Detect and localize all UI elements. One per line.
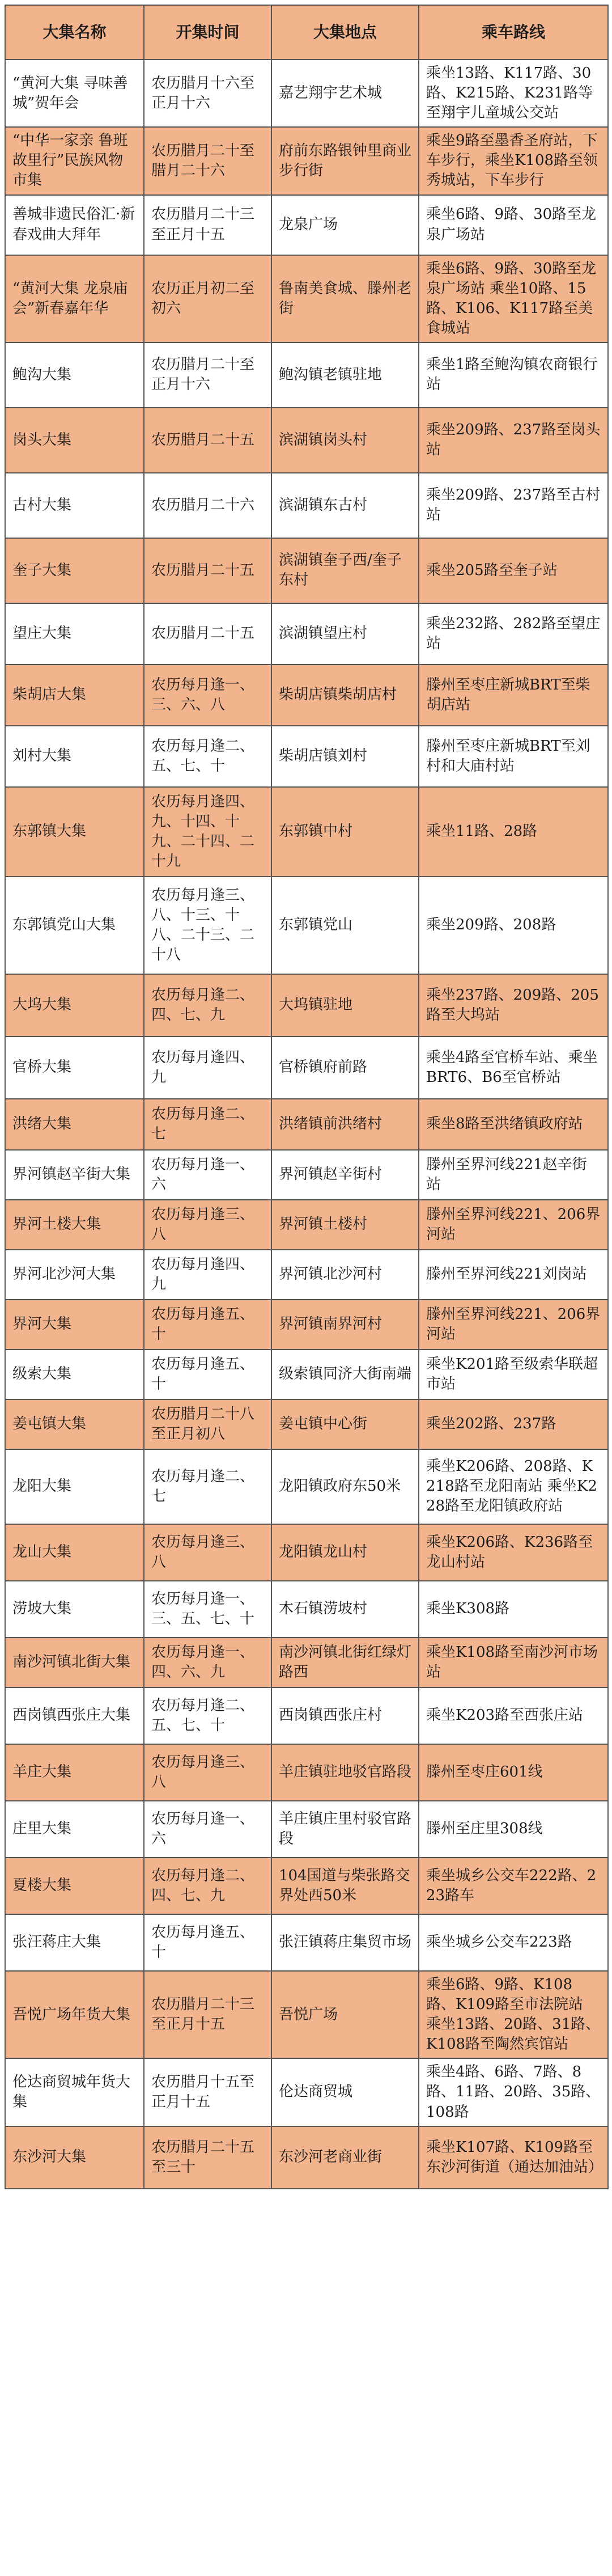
cell-market-location: 西岗镇西张庄村	[271, 1687, 419, 1744]
table-row	[5, 127, 608, 194]
cell-market-name: 岗头大集	[5, 408, 144, 473]
cell-bus-route: 滕州至界河线221、206界河站	[419, 1300, 608, 1350]
cell-open-time: 农历每月逢二、四、七、九	[144, 1858, 271, 1914]
cell-open-time: 农历每月逢二、七	[144, 1449, 271, 1524]
cell-open-time: 农历每月逢四、九	[144, 1037, 271, 1099]
table-row	[5, 60, 608, 127]
table-row	[5, 1971, 608, 2058]
header-market-name: 大集名称	[5, 5, 144, 60]
table-header-row	[5, 5, 608, 60]
cell-open-time: 农历腊月二十三至正月十五	[144, 195, 271, 255]
header-market-location: 大集地点	[271, 5, 419, 60]
cell-market-location: 张汪镇蒋庄集贸市场	[271, 1914, 419, 1971]
cell-open-time: 农历腊月二十三至正月十五	[144, 1971, 271, 2058]
cell-bus-route: 乘坐232路、282路至望庄站	[419, 603, 608, 665]
cell-open-time: 农历腊月二十五	[144, 538, 271, 603]
table-row	[5, 726, 608, 787]
cell-bus-route: 滕州至界河线221、206界河站	[419, 1200, 608, 1250]
table-row	[5, 473, 608, 538]
cell-open-time: 农历每月逢三、八	[144, 1200, 271, 1250]
cell-market-location: 滨湖镇奎子西/奎子东村	[271, 538, 419, 603]
cell-market-name: 界河镇赵辛街大集	[5, 1150, 144, 1200]
cell-open-time: 农历腊月二十至正月十六	[144, 342, 271, 408]
cell-market-location: 鲁南美食城、滕州老街	[271, 255, 419, 342]
cell-market-location: 嘉艺翔宇艺术城	[271, 60, 419, 127]
cell-bus-route: 乘坐1路至鲍沟镇农商银行站	[419, 342, 608, 408]
table-row	[5, 1581, 608, 1638]
cell-market-name: 奎子大集	[5, 538, 144, 603]
cell-open-time: 农历每月逢一、六	[144, 1150, 271, 1200]
cell-market-name: 界河土楼大集	[5, 1200, 144, 1250]
cell-bus-route: 乘坐K308路	[419, 1581, 608, 1638]
table-row	[5, 538, 608, 603]
cell-market-location: 界河镇南界河村	[271, 1300, 419, 1350]
table-row	[5, 1687, 608, 1744]
cell-bus-route: 滕州至枣庄601线	[419, 1744, 608, 1801]
cell-market-name: “中华一家亲 鲁班故里行”民族风物市集	[5, 127, 144, 194]
cell-open-time: 农历腊月二十五至三十	[144, 2126, 271, 2189]
cell-open-time: 农历每月逢四、九、十四、十九、二十四、二十九	[144, 787, 271, 877]
cell-market-name: 界河北沙河大集	[5, 1250, 144, 1300]
cell-bus-route: 乘坐K107路、K109路至东沙河街道（通达加油站）	[419, 2126, 608, 2189]
table-row	[5, 1858, 608, 1914]
cell-market-location: 南沙河镇北街红绿灯路西	[271, 1638, 419, 1687]
table-row	[5, 2058, 608, 2126]
table-row	[5, 255, 608, 342]
table-row	[5, 408, 608, 473]
cell-open-time: 农历每月逢五、十	[144, 1914, 271, 1971]
cell-market-name: “黄河大集 龙泉庙会”新春嘉年华	[5, 255, 144, 342]
cell-bus-route: 乘坐9路至墨香圣府站，下车步行，乘坐K108路至领秀城站，下车步行	[419, 127, 608, 194]
cell-bus-route: 乘坐209路、208路	[419, 877, 608, 974]
cell-market-name: 东郭镇党山大集	[5, 877, 144, 974]
table-row	[5, 603, 608, 665]
cell-bus-route: 乘坐4路、6路、7路、8路、11路、20路、35路、108路	[419, 2058, 608, 2126]
table-row	[5, 877, 608, 974]
cell-market-name: 大坞大集	[5, 974, 144, 1037]
cell-market-name: 东沙河大集	[5, 2126, 144, 2189]
cell-market-name: 姜屯镇大集	[5, 1399, 144, 1449]
cell-market-name: 南沙河镇北街大集	[5, 1638, 144, 1687]
cell-bus-route: 乘坐4路至官桥车站、乘坐BRT6、B6至官桥站	[419, 1037, 608, 1099]
cell-market-name: 龙山大集	[5, 1524, 144, 1581]
cell-bus-route: 乘坐237路、209路、205路至大坞站	[419, 974, 608, 1037]
cell-market-location: 伦达商贸城	[271, 2058, 419, 2126]
cell-open-time: 农历每月逢一、三、六、八	[144, 665, 271, 726]
cell-bus-route: 乘坐K108路至南沙河市场站	[419, 1638, 608, 1687]
cell-bus-route: 滕州至界河线221赵辛街站	[419, 1150, 608, 1200]
table-row	[5, 665, 608, 726]
cell-market-name: 伦达商贸城年货大集	[5, 2058, 144, 2126]
cell-bus-route: 乘坐K201路至级索华联超市站	[419, 1350, 608, 1399]
cell-open-time: 农历腊月二十五	[144, 603, 271, 665]
cell-market-name: 夏楼大集	[5, 1858, 144, 1914]
cell-market-name: 望庄大集	[5, 603, 144, 665]
table-row	[5, 1524, 608, 1581]
cell-market-location: 龙泉广场	[271, 195, 419, 255]
cell-bus-route: 乘坐6路、9路、30路至龙泉广场站	[419, 195, 608, 255]
table-row	[5, 1399, 608, 1449]
cell-bus-route: 乘坐K206路、K236路至龙山村站	[419, 1524, 608, 1581]
cell-open-time: 农历每月逢五、十	[144, 1300, 271, 1350]
cell-open-time: 农历每月逢一、四、六、九	[144, 1638, 271, 1687]
cell-market-name: 东郭镇大集	[5, 787, 144, 877]
table-row	[5, 1638, 608, 1687]
cell-market-location: 大坞镇驻地	[271, 974, 419, 1037]
cell-open-time: 农历腊月十六至正月十六	[144, 60, 271, 127]
cell-open-time: 农历每月逢三、八	[144, 1524, 271, 1581]
cell-market-name: 官桥大集	[5, 1037, 144, 1099]
cell-market-location: 东郭镇党山	[271, 877, 419, 974]
cell-market-name: 洪绪大集	[5, 1099, 144, 1150]
cell-bus-route: 乘坐城乡公交车223路	[419, 1914, 608, 1971]
cell-market-name: 西岗镇西张庄大集	[5, 1687, 144, 1744]
cell-bus-route: 滕州至枣庄新城BRT至柴胡店站	[419, 665, 608, 726]
cell-market-name: 吾悦广场年货大集	[5, 1971, 144, 2058]
cell-open-time: 农历每月逢二、四、七、九	[144, 974, 271, 1037]
cell-market-location: 界河镇土楼村	[271, 1200, 419, 1250]
table-row	[5, 1744, 608, 1801]
cell-market-name: 张汪蒋庄大集	[5, 1914, 144, 1971]
cell-market-location: 鲍沟镇老镇驻地	[271, 342, 419, 408]
header-open-time: 开集时间	[144, 5, 271, 60]
cell-market-name: 鲍沟大集	[5, 342, 144, 408]
table-row	[5, 1200, 608, 1250]
table-row	[5, 195, 608, 255]
cell-bus-route: 乘坐K203路至西张庄站	[419, 1687, 608, 1744]
cell-market-location: 羊庄镇庄里村驳官路段	[271, 1801, 419, 1858]
table-row	[5, 342, 608, 408]
table-row	[5, 1801, 608, 1858]
cell-bus-route: 乘坐6路、9路、K108路、K109路至市法院站 乘坐13路、20路、31路、K108路至陶然宾馆站	[419, 1971, 608, 2058]
cell-bus-route: 滕州至枣庄新城BRT至刘村和大庙村站	[419, 726, 608, 787]
cell-market-name: 级索大集	[5, 1350, 144, 1399]
cell-market-name: 羊庄大集	[5, 1744, 144, 1801]
cell-market-location: 龙阳镇政府东50米	[271, 1449, 419, 1524]
cell-bus-route: 滕州至界河线221刘岗站	[419, 1250, 608, 1300]
table-row	[5, 2126, 608, 2189]
cell-market-name: 古村大集	[5, 473, 144, 538]
cell-bus-route: 乘坐202路、237路	[419, 1399, 608, 1449]
cell-open-time: 农历每月逢五、十	[144, 1350, 271, 1399]
cell-market-location: 滨湖镇东古村	[271, 473, 419, 538]
cell-bus-route: 乘坐205路至奎子站	[419, 538, 608, 603]
cell-open-time: 农历腊月二十至腊月二十六	[144, 127, 271, 194]
cell-market-location: 界河镇赵辛街村	[271, 1150, 419, 1200]
cell-open-time: 农历腊月二十八至正月初八	[144, 1399, 271, 1449]
cell-market-location: 洪绪镇前洪绪村	[271, 1099, 419, 1150]
cell-open-time: 农历每月逢三、八	[144, 1744, 271, 1801]
cell-market-location: 东郭镇中村	[271, 787, 419, 877]
cell-open-time: 农历腊月二十五	[144, 408, 271, 473]
cell-open-time: 农历每月逢二、五、七、十	[144, 1687, 271, 1744]
cell-market-location: 姜屯镇中心街	[271, 1399, 419, 1449]
cell-market-name: 庄里大集	[5, 1801, 144, 1858]
cell-open-time: 农历腊月十五至正月十五	[144, 2058, 271, 2126]
table-body	[5, 60, 608, 2189]
cell-market-name: 善城非遗民俗汇·新春戏曲大拜年	[5, 195, 144, 255]
cell-open-time: 农历每月逢一、三、五、七、十	[144, 1581, 271, 1638]
cell-bus-route: 乘坐11路、28路	[419, 787, 608, 877]
cell-bus-route: 乘坐8路至洪绪镇政府站	[419, 1099, 608, 1150]
cell-bus-route: 乘坐209路、237路至岗头站	[419, 408, 608, 473]
cell-market-location: 柴胡店镇柴胡店村	[271, 665, 419, 726]
table-row	[5, 1300, 608, 1350]
cell-bus-route: 乘坐209路、237路至古村站	[419, 473, 608, 538]
cell-bus-route: 乘坐K206路、208路、K218路至龙阳南站 乘坐K228路至龙阳镇政府站	[419, 1449, 608, 1524]
cell-market-location: 木石镇涝坡村	[271, 1581, 419, 1638]
cell-market-location: 府前东路银钟里商业步行街	[271, 127, 419, 194]
cell-open-time: 农历每月逢三、八、十三、十八、二十三、二十八	[144, 877, 271, 974]
table-row	[5, 787, 608, 877]
table-row	[5, 1914, 608, 1971]
cell-market-location: 羊庄镇驻地驳官路段	[271, 1744, 419, 1801]
header-bus-route: 乘车路线	[419, 5, 608, 60]
cell-market-name: 界河大集	[5, 1300, 144, 1350]
cell-market-location: 104国道与柴张路交界处西50米	[271, 1858, 419, 1914]
table-row	[5, 1099, 608, 1150]
cell-open-time: 农历每月逢四、九	[144, 1250, 271, 1300]
cell-open-time: 农历每月逢二、七	[144, 1099, 271, 1150]
cell-market-location: 东沙河老商业街	[271, 2126, 419, 2189]
table-row	[5, 1250, 608, 1300]
cell-bus-route: 滕州至庄里308线	[419, 1801, 608, 1858]
cell-open-time: 农历正月初二至初六	[144, 255, 271, 342]
cell-market-location: 滨湖镇望庄村	[271, 603, 419, 665]
cell-market-name: 龙阳大集	[5, 1449, 144, 1524]
table-row	[5, 974, 608, 1037]
cell-bus-route: 乘坐城乡公交车222路、223路车	[419, 1858, 608, 1914]
cell-open-time: 农历每月逢一、六	[144, 1801, 271, 1858]
cell-bus-route: 乘坐6路、9路、30路至龙泉广场站 乘坐10路、15路、K106、K117路至美食城站	[419, 255, 608, 342]
cell-open-time: 农历每月逢二、五、七、十	[144, 726, 271, 787]
cell-market-location: 级索镇同济大街南端	[271, 1350, 419, 1399]
cell-market-location: 吾悦广场	[271, 1971, 419, 2058]
cell-market-name: 涝坡大集	[5, 1581, 144, 1638]
cell-market-location: 官桥镇府前路	[271, 1037, 419, 1099]
cell-market-location: 龙阳镇龙山村	[271, 1524, 419, 1581]
cell-open-time: 农历腊月二十六	[144, 473, 271, 538]
table-row	[5, 1150, 608, 1200]
table-row	[5, 1037, 608, 1099]
market-schedule-table	[5, 5, 609, 2189]
cell-market-location: 柴胡店镇刘村	[271, 726, 419, 787]
table-row	[5, 1350, 608, 1399]
cell-market-name: 刘村大集	[5, 726, 144, 787]
cell-bus-route: 乘坐13路、K117路、30路、K215路、K231路等至翔宇儿童城公交站	[419, 60, 608, 127]
cell-market-name: 柴胡店大集	[5, 665, 144, 726]
cell-market-name: “黄河大集 寻味善城”贺年会	[5, 60, 144, 127]
table-row	[5, 1449, 608, 1524]
cell-market-location: 界河镇北沙河村	[271, 1250, 419, 1300]
cell-market-location: 滨湖镇岗头村	[271, 408, 419, 473]
